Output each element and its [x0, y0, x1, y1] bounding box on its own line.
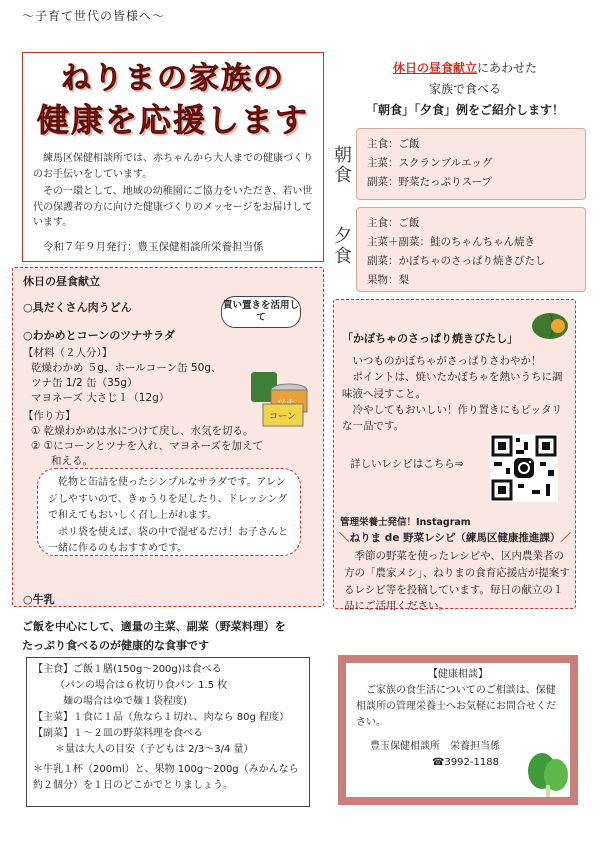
qr-module-shape [546, 484, 550, 496]
main-title-line2: 健康を応援します [36, 101, 309, 139]
qr-module-shape [532, 490, 540, 494]
dinner-item: 副菜：かぼちゃのさっぱり焼きびたし [367, 254, 546, 267]
dish-salad: ○わかめとコーンのツナサラダ [23, 328, 176, 342]
recipe-p3: 冷やしてもおいしい！作り置きにもピッタリな一品です。 [342, 403, 563, 433]
qr-caption: 詳しいレシピはこちら⇒ [350, 458, 464, 471]
note-paragraph-2: ポリ袋を使えば、袋の中で混ぜるだけ！お子さんと一緒に作るのもおすすめです。 [48, 526, 288, 554]
breakfast-item: 主食：ご飯 [367, 138, 420, 150]
breakfast-item: 主菜：スクランブルエッグ [367, 156, 493, 169]
stock-bubble: 買い置きを活用して [221, 296, 301, 328]
corn-can-label: コーン [269, 412, 296, 422]
step-line: ② ①にコーンとツナを入れ、マヨネーズを加えて [31, 440, 264, 453]
qr-finder-tl-dot-shape [498, 442, 506, 450]
guideline-line: 【主菜】１食に１品（魚なら１切れ、肉なら 80g 程度） [33, 712, 290, 723]
insta-title-wrap [338, 531, 572, 546]
guideline-line: 【副菜】１～２皿の野菜料理を食べる [33, 728, 203, 739]
insta-title: ねりま de 野菜レシピ（練馬区健康推進課） [349, 532, 561, 544]
dinner-box [356, 207, 586, 292]
note-paragraph-1: 乾物と缶詰を使ったシンプルなサラダです。アレンジしやすいので、きゅうりを足したり、ドレッシングで和えてもおいしく召し上がれます。 [48, 477, 288, 521]
qr-module-shape [516, 438, 520, 442]
intro-line1-rest: にあわせた [477, 61, 538, 75]
material-line: 乾燥わかめ ５g、ホールコーン缶 50g、 [31, 362, 222, 375]
qr-code-icon[interactable] [490, 434, 558, 502]
qr-module-shape [506, 468, 510, 474]
qr-module-shape [494, 462, 502, 466]
consult-inner [346, 663, 570, 797]
guideline-box [26, 657, 310, 807]
dinner-item: 主菜＋副菜：鮭のちゃんちゃん焼き [367, 235, 535, 248]
qr-module-shape [518, 484, 524, 488]
material-line: マヨネーズ 大さじ１（12g） [31, 392, 170, 405]
instagram-dot-shape [529, 461, 531, 463]
consult-box [338, 655, 578, 805]
insta-title-mark-right: ／ [560, 532, 571, 544]
recipe-box [333, 299, 576, 613]
materials-title: 【材料（２人分）】 [23, 346, 113, 359]
issued-by: 令和７年９月発行：豊玉保健相談所栄養担当係 [43, 241, 264, 253]
dinner-item: 主食：ご飯 [367, 217, 420, 229]
lunch-title: 休日の昼食献立 [23, 275, 100, 288]
insta-title-mark-left: ＼ [339, 532, 350, 544]
breakfast-item: 副菜：野菜たっぷりスープ [367, 175, 492, 188]
recipe-p2: ポイントは、焼いたかぼちゃを熱いうちに調味液へ浸すこと。 [342, 371, 563, 400]
lunch-menu-box [12, 267, 324, 607]
intro-paragraph-2: その一環として、地域の幼稚園にご協力をいただき、若い世代の保護者の方に向けた健康づくりのメッセージをお届けしています。 [33, 186, 313, 228]
can-illustration [245, 368, 313, 432]
recipe-p1: いつものかぼちゃがさっぱりさわやか！ [352, 355, 542, 368]
step-line: ① 乾燥わかめは水につけて戻し、水気を切る。 [31, 424, 254, 437]
recipe-title: 「かぼちゃのさっぱり焼きびたし」 [342, 332, 518, 345]
qr-module-shape [548, 470, 554, 476]
breakfast-label [332, 146, 354, 186]
dinner-item: 果物：梨 [367, 273, 409, 286]
dish-milk: ○牛乳 [23, 593, 55, 606]
guideline-line: （パンの場合は６枚切り食パン 1.5 枚 [55, 680, 228, 691]
qr-module-shape [516, 450, 524, 454]
intro-line2: 家族で食べる [428, 82, 501, 96]
dinner-label [332, 227, 354, 267]
consult-title: 【健康相談】 [428, 669, 488, 680]
dish-udon: ○具だくさん肉うどん [23, 300, 132, 314]
header-box [22, 52, 324, 262]
instagram-logo-shape [514, 458, 534, 478]
step-line: 和える。 [51, 455, 93, 468]
consult-text: ご家族の食生活についてのご相談は、保健相談所の管理栄養士へお気軽にお問合せください。 [356, 685, 556, 728]
guideline-line: ＊量は大人の目安（子どもは 2/3～3/4 量） [55, 744, 254, 755]
guideline-head-line1: ご飯を中心にして、適量の主菜、副菜（野菜料理）を [22, 620, 286, 633]
stem-shape [546, 785, 550, 797]
greeting-text: ～子育て世代の皆様へ～ [22, 9, 166, 23]
guideline-line: 麺の場合はゆで麺１袋程度) [63, 696, 187, 707]
insta-text: 季節の野菜を使ったレシピや、区内農業者の方の「農家メシ」、ねりまの食育応援店が提案するレシピ等を投稿しています。毎日の献立の１品にご活用ください。 [344, 550, 570, 613]
qr-module-shape [524, 442, 528, 450]
breakfast-box [356, 128, 586, 200]
guideline-line: 【主食】ご飯１膳(150g～200g)は食べる [33, 664, 222, 675]
salad-note [37, 468, 301, 556]
intro-line3: 「朝食」「夕食」例をご紹介します！ [365, 103, 564, 117]
intro-paragraph-1: 練馬区保健相談所では、赤ちゃんから大人までの健康づくりのお手伝いをしています。 [33, 153, 313, 180]
steps-title: 【作り方】 [23, 409, 76, 422]
consult-phone: ☎3992-1188 [432, 757, 499, 768]
guideline-heading [22, 618, 322, 655]
consult-office: 豊玉保健相談所 栄養担当係 [370, 741, 500, 752]
qr-finder-tr-dot-shape [542, 442, 550, 450]
material-line: ツナ缶 1/2 缶（35g） [31, 377, 138, 390]
guideline-head-line2: たっぷり食べるのが健康的な食事です [22, 638, 209, 652]
main-title-line1: ねりまの家族の [61, 61, 285, 96]
qr-module-shape [540, 462, 546, 466]
guideline-line: ＊牛乳１杯（200ml）と、果物 100g～200g（みかんなら約２個分）を１日のどこかでとりましょう。 [33, 764, 299, 791]
dinner-label-text: 夕食 [334, 226, 352, 267]
intro-text [33, 151, 317, 233]
insta-label: 管理栄養士発信！Instagram [340, 517, 471, 528]
menu-intro [340, 58, 590, 121]
lunch-highlight: 休日の昼食献立 [392, 61, 477, 75]
qr-finder-bl-dot-shape [498, 486, 506, 494]
leafy-vegetable-icon [526, 749, 570, 797]
breakfast-label-text: 朝食 [334, 145, 352, 186]
